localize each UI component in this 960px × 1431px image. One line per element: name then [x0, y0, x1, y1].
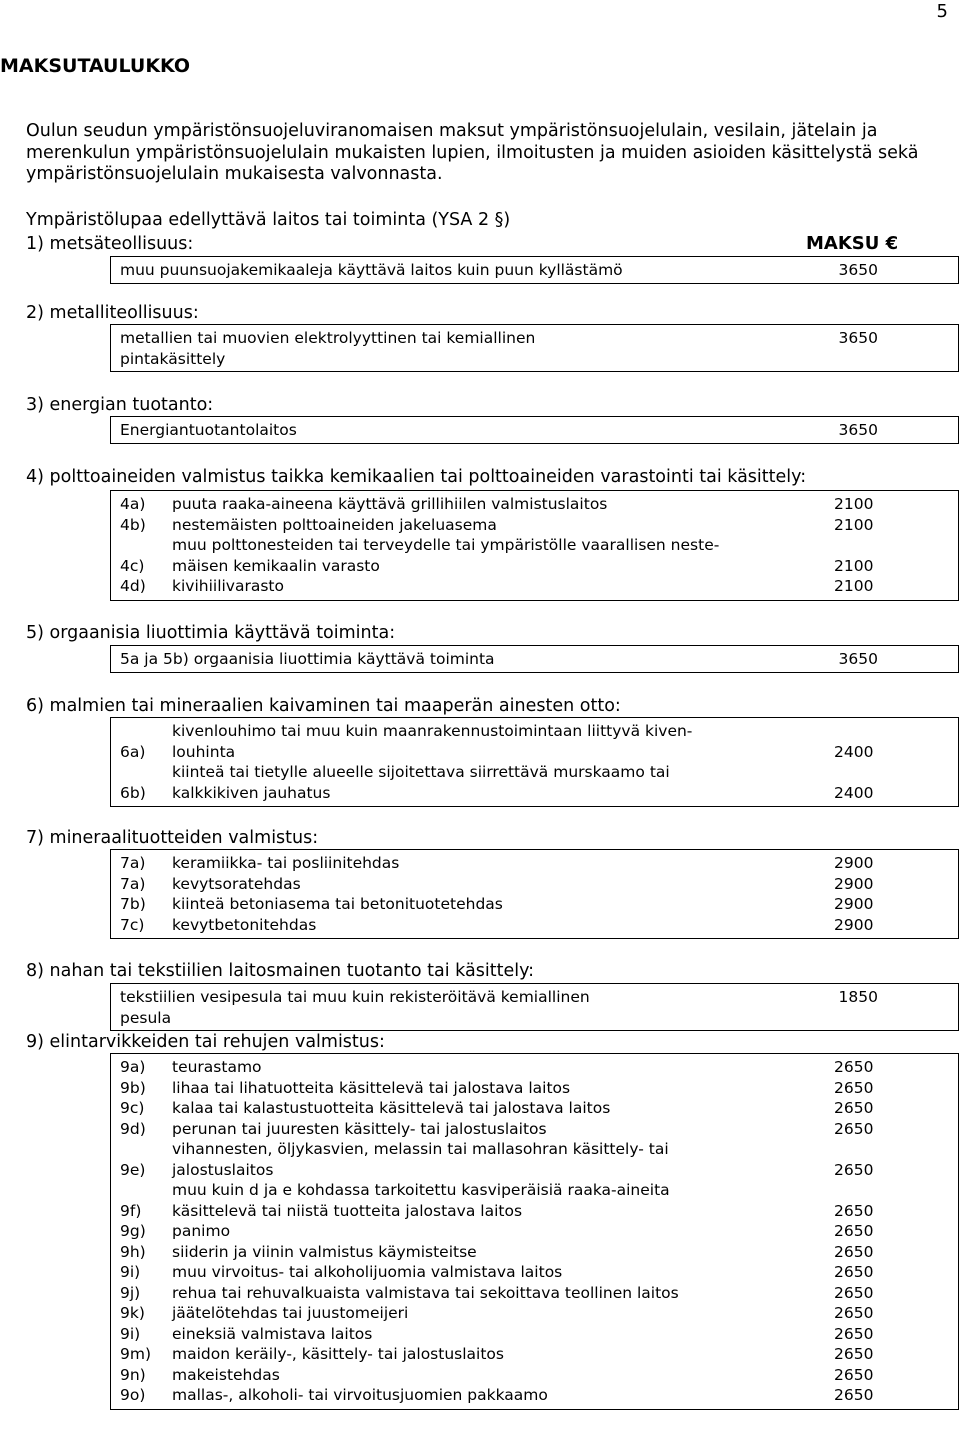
item-desc: kivenlouhimo tai muu kuin maanrakennustoimintaan liittyvä kiven- louhinta [172, 722, 693, 761]
fee-row [120, 515, 878, 536]
item-code: 9j) [120, 1283, 141, 1302]
item-desc: muu virvoitus- tai alkoholijuomia valmistava laitos [172, 1263, 563, 1281]
section-heading: 4) polttoaineiden valmistus taikka kemikaalien tai polttoaineiden varastointi tai käsittely: [26, 467, 807, 487]
item-code: 6a) [120, 742, 146, 761]
fee-row [120, 1119, 878, 1140]
item-fee: 2900 [834, 874, 874, 893]
item-code: 9b) [120, 1078, 146, 1097]
item-code: 7a) [120, 874, 146, 893]
item-fee: 2650 [834, 1119, 874, 1138]
section-heading: 7) mineraalituotteiden valmistus: [26, 828, 319, 848]
item-fee: 2100 [834, 556, 874, 575]
item-code: 9e) [120, 1160, 146, 1179]
fee-row [120, 721, 878, 762]
item-desc: keramiikka- tai posliinitehdas [172, 854, 400, 872]
fee-row [120, 1057, 878, 1078]
item-desc: lihaa tai lihatuotteita käsittelevä tai jalostava laitos [172, 1078, 571, 1097]
item-fee: 2100 [834, 495, 874, 513]
fee-box [110, 645, 959, 673]
item-fee: 1850 [838, 988, 878, 1006]
item-desc: perunan tai juuresten käsittely- tai jalostuslaitos [172, 1119, 547, 1138]
item-desc: kivihiilivarasto [172, 577, 284, 595]
fee-row [120, 1078, 878, 1099]
fee-row [120, 1221, 878, 1242]
section-heading: 9) elintarvikkeiden tai rehujen valmistus: [26, 1032, 385, 1052]
item-desc: puuta raaka-aineena käyttävä grillihiilen valmistuslaitos [172, 495, 608, 513]
item-code: 4d) [120, 577, 146, 595]
item-desc: kiinteä betoniasema tai betonituotetehdas [172, 895, 503, 913]
item-code: 7c) [120, 915, 145, 934]
item-desc: muu kuin d ja e kohdassa tarkoitettu kasviperäisiä raaka-aineita käsittelevä tai niistä tuotteita jalostava laitos [172, 1181, 670, 1220]
item-code: 9i) [120, 1263, 141, 1281]
item-fee: 2650 [834, 1099, 874, 1117]
item-fee: 3650 [838, 261, 878, 279]
item-code: 9g) [120, 1222, 146, 1240]
item-desc: metallien tai muovien elektrolyyttinen tai kemiallinen pintakäsittely [120, 329, 536, 368]
item-code: 4a) [120, 495, 146, 513]
item-desc: 5a ja 5b) orgaanisia liuottimia käyttävä toiminta [120, 650, 495, 668]
fee-box [110, 256, 959, 284]
item-desc: kevytsoratehdas [172, 874, 301, 893]
section-heading: 1) metsäteollisuus: [26, 234, 194, 254]
item-fee: 2650 [834, 1222, 874, 1240]
item-code: 6b) [120, 783, 146, 802]
fee-box [110, 490, 959, 601]
item-desc: kevytbetonitehdas [172, 915, 317, 934]
item-desc: muu puunsuojakemikaaleja käyttävä laitos kuin puun kyllästämö [120, 261, 623, 279]
item-fee: 3650 [838, 329, 878, 347]
fee-row [120, 874, 878, 895]
item-fee: 3650 [838, 421, 878, 439]
item-fee: 2100 [834, 577, 874, 595]
fee-box [110, 416, 959, 444]
item-fee: 3650 [838, 650, 878, 668]
section-heading: 8) nahan tai tekstiilien laitosmainen tuotanto tai käsittely: [26, 961, 535, 981]
fee-row [120, 1139, 878, 1180]
item-code: 9k) [120, 1304, 145, 1322]
fee-row [120, 1324, 878, 1345]
item-fee: 2900 [834, 895, 874, 913]
fee-row [120, 1242, 878, 1263]
fee-row [120, 1365, 878, 1386]
item-fee: 2650 [834, 1242, 874, 1261]
item-code: 7b) [120, 895, 146, 913]
item-desc: kiinteä tai tietylle alueelle sijoitettava siirrettävä murskaamo tai kalkkikiven jauhatus [172, 763, 670, 802]
item-fee: 2650 [834, 1304, 874, 1322]
item-desc: jäätelötehdas tai juustomeijeri [172, 1304, 409, 1322]
item-desc: eineksiä valmistava laitos [172, 1324, 373, 1343]
item-fee: 2650 [834, 1160, 874, 1179]
section-heading: 3) energian tuotanto: [26, 395, 214, 415]
fee-row [120, 494, 878, 515]
item-code: 9d) [120, 1119, 146, 1138]
item-desc: muu polttonesteiden tai terveydelle tai ympäristölle vaarallisen neste- mäisen kemikaalin varasto [172, 536, 720, 575]
item-code: 9c) [120, 1099, 145, 1117]
fee-row [120, 576, 878, 597]
item-code: 9m) [120, 1345, 152, 1363]
item-desc: tekstiilien vesipesula tai muu kuin rekisteröitävä kemiallinen pesula [120, 988, 590, 1027]
fee-row [120, 915, 878, 936]
item-code: 4c) [120, 556, 145, 575]
item-fee: 2650 [834, 1386, 874, 1404]
item-desc: vihannesten, öljykasvien, melassin tai mallasohran käsittely- tai jalostuslaitos [172, 1140, 669, 1179]
item-fee: 2100 [834, 515, 874, 534]
item-desc: maidon keräily-, käsittely- tai jalostuslaitos [172, 1345, 504, 1363]
item-code: 4b) [120, 515, 146, 534]
item-fee: 2900 [834, 915, 874, 934]
item-fee: 2400 [834, 783, 874, 802]
fee-row [120, 1385, 878, 1406]
fee-box [110, 717, 959, 807]
item-desc: panimo [172, 1222, 231, 1240]
item-code: 9o) [120, 1386, 146, 1404]
item-code: 9h) [120, 1242, 146, 1261]
item-fee: 2650 [834, 1201, 874, 1220]
item-code: 9a) [120, 1058, 146, 1076]
fee-box [110, 324, 959, 372]
permit-heading: Ympäristölupaa edellyttävä laitos tai toiminta (YSA 2 §) [26, 210, 511, 230]
item-fee: 2650 [834, 1345, 874, 1363]
section-heading: 2) metalliteollisuus: [26, 303, 199, 323]
item-fee: 2650 [834, 1263, 874, 1281]
item-fee: 2400 [834, 742, 874, 761]
fee-row [120, 1180, 878, 1221]
item-code: 9i) [120, 1324, 141, 1343]
item-fee: 2900 [834, 854, 874, 872]
item-desc: Energiantuotantolaitos [120, 421, 297, 439]
item-desc: mallas-, alkoholi- tai virvoitusjuomien pakkaamo [172, 1386, 548, 1404]
fee-box [110, 849, 959, 939]
fee-row [120, 535, 878, 576]
item-fee: 2650 [834, 1324, 874, 1343]
section-heading: 5) orgaanisia liuottimia käyttävä toiminta: [26, 623, 396, 643]
fee-row [120, 894, 878, 915]
fee-row [120, 1262, 878, 1283]
section-heading: 6) malmien tai mineraalien kaivaminen tai maaperän ainesten otto: [26, 696, 621, 716]
fee-box [110, 1053, 959, 1410]
item-desc: makeistehdas [172, 1365, 280, 1384]
item-fee: 2650 [834, 1365, 874, 1384]
fee-row [120, 1283, 878, 1304]
fee-row [120, 1303, 878, 1324]
fee-row [120, 1098, 878, 1119]
intro-paragraph: Oulun seudun ympäristönsuojeluviranomaisen maksut ympäristönsuojelulain, vesilain, jätelain ja merenkulun ympäristönsuojelulain mukaisten lupien, ilmoitusten ja muiden asioiden käsittelystä sekä ympäristönsuojelulain mukaisesta valvonnasta. [26, 121, 919, 184]
page-number: 5 [936, 1, 948, 22]
item-desc: nestemäisten polttoaineiden jakeluasema [172, 515, 497, 534]
item-code: 7a) [120, 854, 146, 872]
fee-row [120, 853, 878, 874]
item-code: 9n) [120, 1365, 146, 1384]
document-title: MAKSUTAULUKKO [0, 55, 191, 77]
item-desc: rehua tai rehuvalkuaista valmistava tai sekoittava teollinen laitos [172, 1283, 679, 1302]
fee-box [110, 983, 959, 1031]
fee-column-header: MAKSU € [806, 233, 899, 254]
item-fee: 2650 [834, 1078, 874, 1097]
item-desc: siiderin ja viinin valmistus käymisteitse [172, 1242, 477, 1261]
item-fee: 2650 [834, 1058, 874, 1076]
item-desc: teurastamo [172, 1058, 262, 1076]
item-fee: 2650 [834, 1283, 874, 1302]
item-code: 9f) [120, 1201, 142, 1220]
fee-row [120, 1344, 878, 1365]
item-desc: kalaa tai kalastustuotteita käsittelevä tai jalostava laitos [172, 1099, 611, 1117]
fee-row [120, 762, 878, 803]
